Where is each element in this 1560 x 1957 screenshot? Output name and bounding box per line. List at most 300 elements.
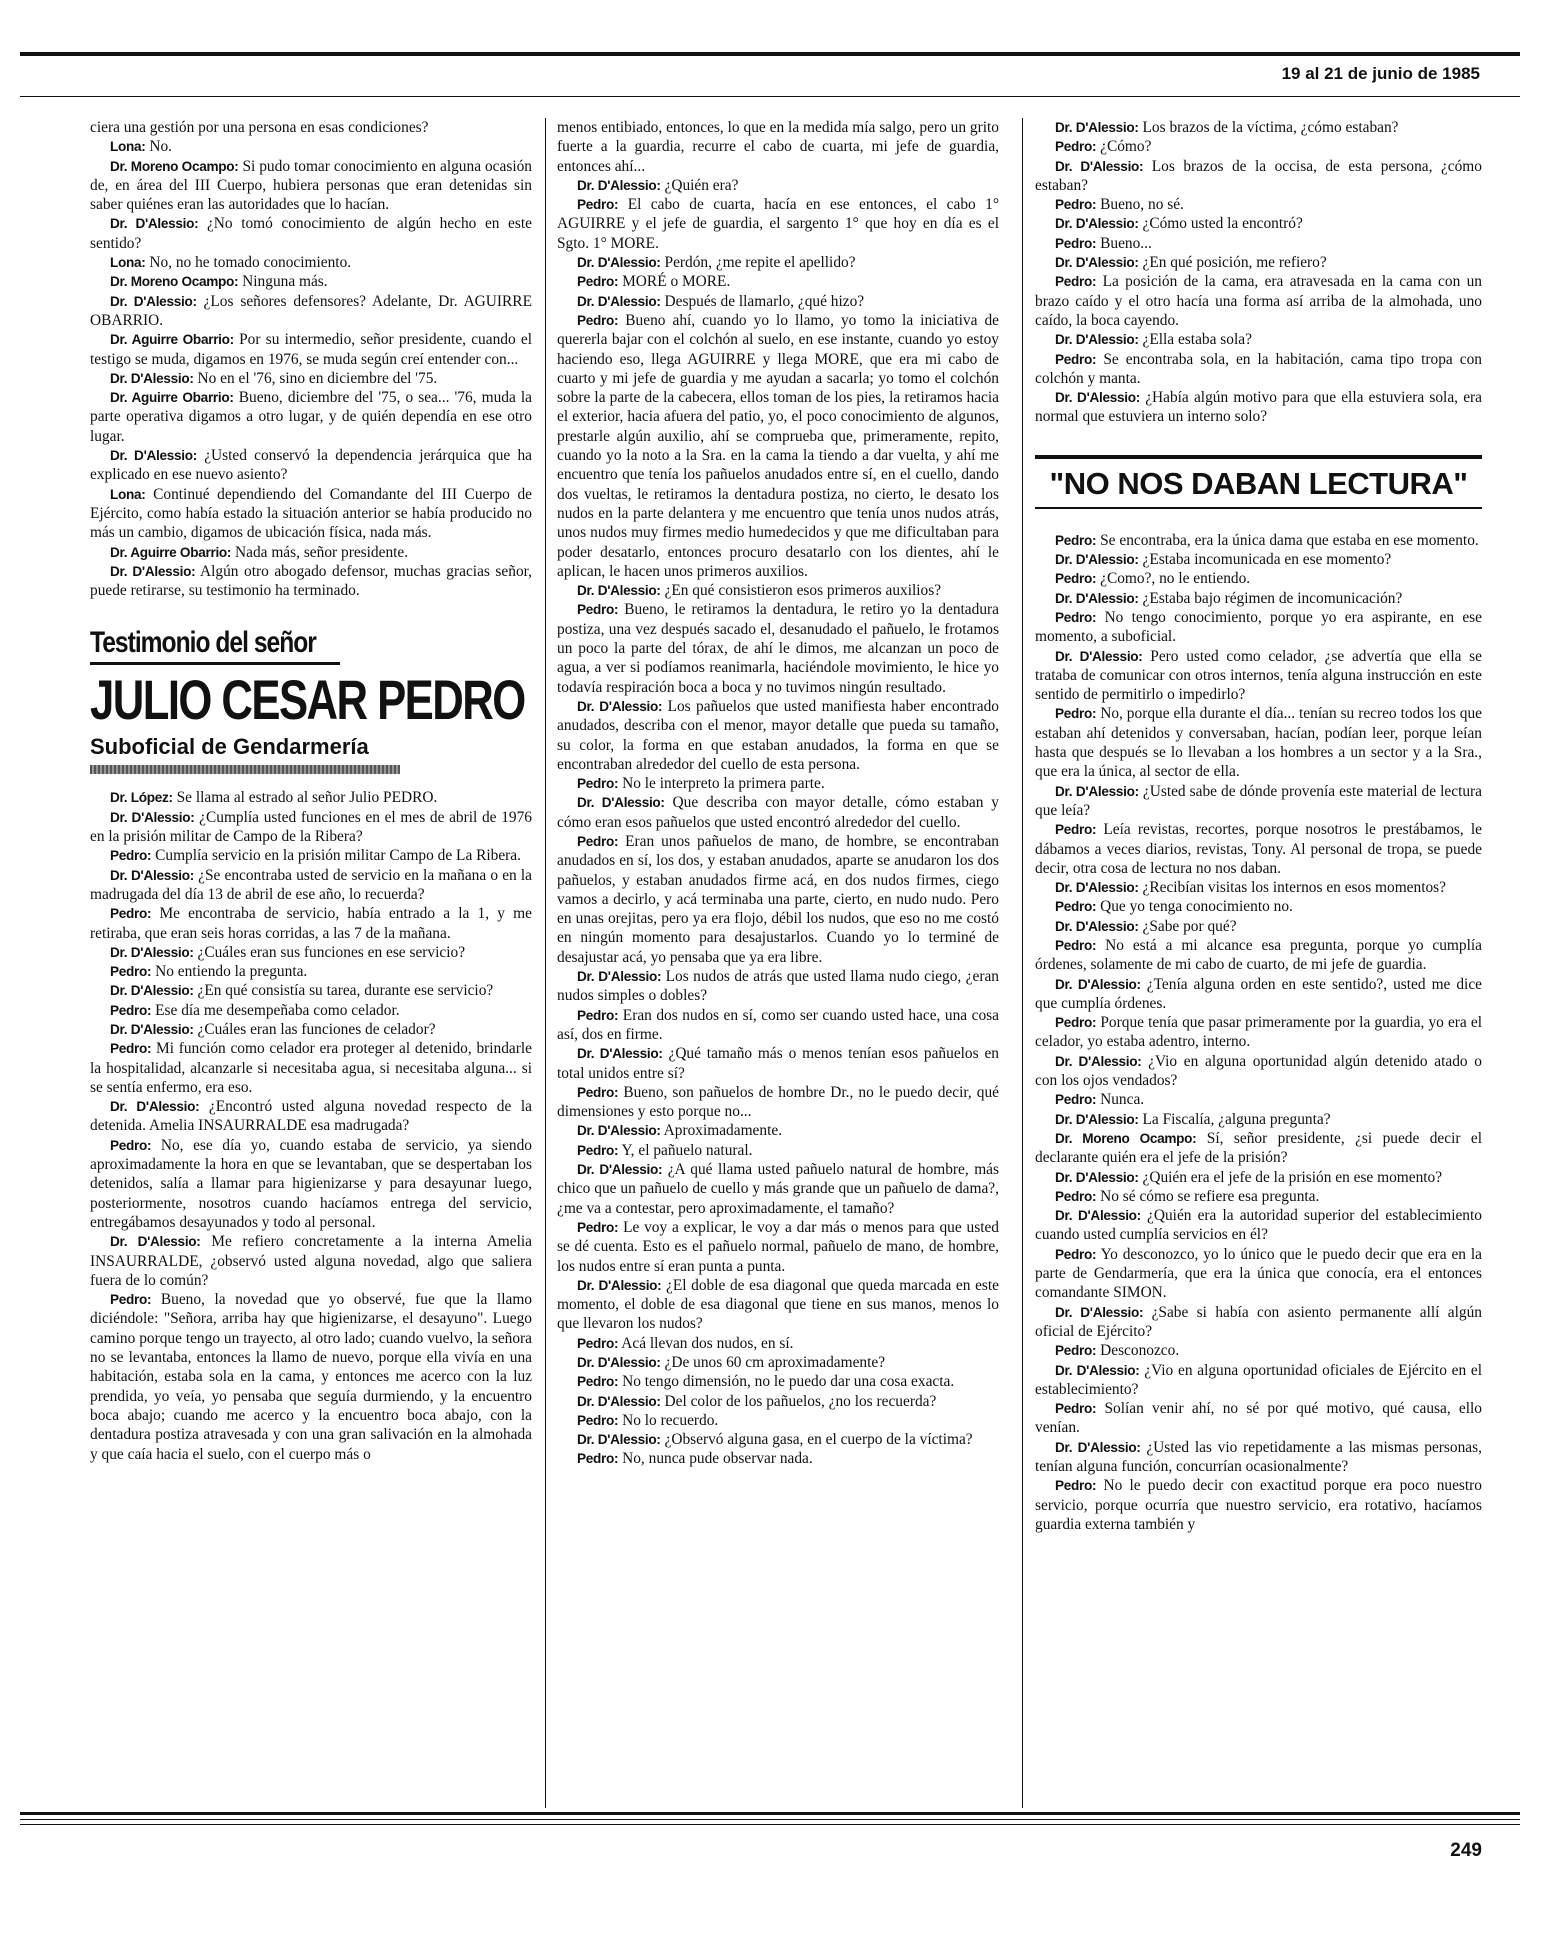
turn-text: ¿En qué posición, me refiero? (1142, 254, 1327, 272)
speaker-label: Dr. D'Alessio: (577, 293, 661, 309)
transcript-turn (1035, 330, 1482, 349)
turn-text: Continué dependiendo del Comandante del III Cuerpo de Ejército, como había estado la situación anterior se había producido no más un cambio, digamos de ubicación física, nada más. (90, 485, 532, 542)
turn-text: Los nudos de atrás que usted llama nudo ciego, ¿eran nudos simples o dobles? (557, 968, 999, 1005)
turn-text: No entiendo la pregunta. (155, 963, 308, 981)
transcript-turn (1035, 704, 1482, 781)
speaker-label: Dr. D'Alessio: (1055, 976, 1141, 992)
transcript-turn (1035, 917, 1482, 936)
speaker-label: Pedro: (577, 1451, 619, 1467)
transcript-turn (557, 1006, 999, 1045)
turn-text: ¿No tomó conocimiento de algún hecho en este sentido? (90, 215, 532, 252)
speaker-label: Dr. D'Alessio: (1055, 332, 1139, 348)
turn-text: ¿Vio en alguna oportunidad algún detenido atado o con los ojos vendados? (1035, 1052, 1482, 1090)
kicker-rule (90, 662, 340, 665)
speaker-label: Pedro: (1055, 609, 1097, 625)
turn-text: Leía revistas, recortes, porque nosotros le prestábamos, le dábamos a veces diarios, revistas, Tony. Al personal de tropa, se puede decir, otra cosa de lectura no nos daban. (1035, 821, 1482, 877)
transcript-turn (557, 1121, 999, 1140)
transcript-turn (90, 543, 532, 562)
transcript-turn (1035, 1361, 1482, 1400)
transcript-turn (90, 1001, 532, 1020)
turn-text: Desconozco. (1100, 1342, 1180, 1360)
turn-text: Mi función como celador era proteger al detenido, brindarle la hospitalidad, alcanzarle si necesitaba agua, si necesitaba alguna... si se sentía enfermo, era eso. (90, 1040, 532, 1096)
speaker-label: Pedro: (1055, 1246, 1097, 1262)
transcript-turn (1035, 897, 1482, 916)
speaker-label: Pedro: (577, 312, 619, 328)
section-heading (1035, 455, 1482, 509)
transcript-turn (90, 846, 532, 865)
speaker-label: Pedro: (1055, 706, 1097, 722)
turn-text: Se encontraba, era la única dama que estaba en ese momento. (1100, 531, 1479, 549)
transcript-turn (90, 943, 532, 962)
speaker-label: Dr. D'Alessio: (1055, 255, 1139, 271)
transcript-turn (1035, 1206, 1482, 1245)
transcript-turn (1035, 1110, 1482, 1129)
role-decorative-bar (90, 765, 400, 774)
top-rule (20, 52, 1520, 56)
turn-text: No, no he tomado conocimiento. (149, 254, 352, 272)
transcript-turn (557, 1411, 999, 1430)
turn-text: ¿Sabe si había con asiento permanente allí algún oficial de Ejército? (1035, 1303, 1482, 1340)
transcript-turn (557, 1449, 999, 1468)
speaker-label: Dr. D'Alessio: (1055, 120, 1139, 135)
transcript-turn (90, 1290, 532, 1464)
transcript-turn (557, 1430, 999, 1449)
footer-rule (20, 1812, 1520, 1815)
transcript-turn (90, 118, 532, 137)
transcript-turn (1035, 1090, 1482, 1109)
turn-text: ¿Recibían visitas los internos en esos momentos? (1142, 879, 1446, 897)
turn-text: Que describa con mayor detalle, cómo estaban y cómo eran esos pañuelos que usted encontró alrededor del cuello. (557, 794, 999, 831)
transcript-turn (557, 697, 999, 774)
speaker-label: Dr. D'Alessio: (1055, 783, 1139, 799)
transcript-turn (90, 1020, 532, 1039)
turn-text: Si pudo tomar conocimiento en alguna ocasión de, en área del III Cuerpo, hubiera personas que eran detenidas sin saber quiénes eran las autoridades que lo hacían. (90, 157, 532, 214)
speaker-label: Pedro: (1055, 197, 1097, 213)
transcript-turn (557, 1276, 999, 1334)
turn-text: MORÉ o MORE. (622, 273, 731, 291)
turn-text: ¿Quién era el jefe de la prisión en ese momento? (1142, 1168, 1443, 1186)
turn-text: Ninguna más. (242, 273, 328, 291)
speaker-label: Dr. D'Alessio: (1055, 1169, 1139, 1185)
transcript-turn (90, 137, 532, 156)
turn-text: ¿Estaba bajo régimen de incomunicación? (1142, 589, 1403, 607)
speaker-label: Dr. D'Alessio: (1055, 1439, 1141, 1455)
transcript-turn (90, 485, 532, 543)
transcript-turn (557, 1392, 999, 1411)
transcript-turn (557, 1160, 999, 1218)
speaker-label: Pedro: (1055, 235, 1097, 251)
speaker-label: Dr. D'Alessio: (1055, 390, 1140, 406)
turn-text: Del color de los pañuelos, ¿no los recuerda? (664, 1392, 937, 1410)
speaker-label: Dr. D'Alessio: (577, 1355, 661, 1370)
transcript-turn (1035, 1476, 1482, 1534)
turn-text: Por su intermedio, señor presidente, cuando el testigo se muda, digamos en 1976, se muda según creí entender con... (90, 331, 532, 368)
turn-text: No. (149, 138, 173, 156)
speaker-label: Pedro: (1055, 532, 1097, 548)
speaker-label: Pedro: (110, 1292, 152, 1308)
turn-text: Bueno, le retiramos la dentadura, le retiro yo la dentadura postiza, una vez después sacado el, desanudado el pañuelo, le frotamos un poco la parte del tórax, de ahí le dimos, me alcanzan un poco de agua, a ver si podíamos reanimarla, haciéndole movimiento, le hice yo todavía respiración boca a boca y no tuvimos ningún resultado. (557, 601, 999, 696)
turn-text: ¿Vio en alguna oportunidad oficiales de Ejército en el establecimiento? (1035, 1361, 1482, 1398)
turn-text: Solían venir ahí, no sé por qué motivo, qué causa, ello venían. (1035, 1400, 1482, 1437)
speaker-label: Dr. D'Alessio: (110, 448, 197, 464)
speaker-label: Pedro: (1055, 1188, 1097, 1204)
transcript-turn (90, 214, 532, 253)
transcript-turn (1035, 936, 1482, 975)
transcript-turn (1035, 118, 1482, 137)
transcript-turn (90, 388, 532, 446)
witness-name: JULIO CESAR PEDRO (90, 668, 525, 732)
turn-text: ¿Cómo? (1100, 138, 1152, 156)
speaker-label: Dr. Moreno Ocampo: (1055, 1130, 1197, 1146)
section-heading-text: "NO NOS DABAN LECTURA" (1049, 465, 1468, 501)
turn-text: ¿Se encontraba usted de servicio en la mañana o en la madrugada del día 13 de abril de ese año, lo recuerda? (90, 866, 532, 903)
speaker-label: Dr. Aguirre Obarrio: (110, 390, 234, 406)
speaker-label: Pedro: (1055, 1343, 1097, 1359)
transcript-turn (1035, 1341, 1482, 1360)
transcript-turn (1035, 1399, 1482, 1438)
column-2 (557, 118, 999, 1818)
speaker-label: Pedro: (1055, 822, 1097, 838)
testimony-heading (90, 626, 532, 774)
speaker-label: Dr. D'Alessio: (1055, 590, 1139, 606)
transcript-turn (90, 562, 532, 601)
turn-text: ¿Había algún motivo para que ella estuviera sola, era normal que estuviera un interno solo? (1035, 389, 1482, 426)
speaker-label: Dr. López: (110, 790, 173, 806)
speaker-label: Dr. D'Alessio: (110, 563, 196, 579)
turn-text: Bueno, la novedad que yo observé, fue que la llamo diciéndole: "Señora, arriba hay que higienizarse, el desayuno". Luego camino porque tengo un trayecto, al otro lado; cuando vuelvo, la señora no se levantaba, entonces la llamo de nuevo, porque ella vivía en una habitación, estaba sola en la cama, y entonces me acerco con la luz prendida, yo veía, yo pensaba que seguía durmiendo, y la encuentro boca abajo; cuando me acerco y la encuentro boca abajo, con la dentadura postiza atravesada y con una gran salivación en la almohada y que caía hacia el suelo, con el cuerpo más o (90, 1291, 532, 1463)
speaker-label: Dr. D'Alessio: (110, 216, 199, 232)
speaker-label: Pedro: (577, 197, 619, 213)
transcript-turn (557, 311, 999, 581)
speaker-label: Pedro: (110, 906, 152, 922)
speaker-label: Dr. D'Alessio: (1055, 216, 1139, 232)
transcript-turn (90, 446, 532, 485)
speaker-label: Dr. D'Alessio: (1055, 1208, 1141, 1224)
transcript-turn (1035, 878, 1482, 897)
speaker-label: Dr. D'Alessio: (577, 1046, 663, 1062)
column-1 (90, 118, 532, 1818)
transcript-turn (1035, 608, 1482, 647)
turn-text: No está a mi alcance esa pregunta, porque yo cumplía órdenes, solamente de mi cabo de cuarto, de mi jefe de guardia. (1035, 936, 1482, 974)
transcript-turn (557, 1141, 999, 1160)
transcript-turn (1035, 1013, 1482, 1052)
turn-text: No en el '76, sino en diciembre del '75. (197, 369, 438, 387)
speaker-label: Lona: (110, 139, 146, 155)
transcript-block (1035, 531, 1482, 1534)
turn-text: ¿Sabe por qué? (1142, 917, 1237, 935)
transcript-turn (90, 272, 532, 291)
transcript-turn (90, 866, 532, 905)
turn-text: No, nunca pude observar nada. (622, 1450, 813, 1468)
transcript-turn (557, 292, 999, 311)
transcript-turn (90, 904, 532, 943)
turn-text: ¿Los señores defensores? Adelante, Dr. AGUIRRE OBARRIO. (90, 292, 532, 329)
witness-role: Suboficial de Gendarmería (90, 734, 369, 760)
transcript-turn (1035, 1168, 1482, 1187)
speaker-label: Dr. D'Alessio: (110, 1021, 194, 1037)
turn-text: ¿En qué consistía su tarea, durante ese servicio? (197, 982, 494, 1000)
transcript-turn (1035, 569, 1482, 588)
turn-text: La posición de la cama, era atravesada en la cama con un brazo caído y el otro hacía una forma así arriba de la almohada, uno caído, la boca cayendo. (1035, 273, 1482, 329)
speaker-label: Dr. Moreno Ocampo: (110, 274, 239, 290)
turn-text: Bueno, no sé. (1100, 196, 1184, 214)
header-date: 19 al 21 de junio de 1985 (1281, 64, 1480, 83)
speaker-label: Dr. D'Alessio: (110, 944, 194, 960)
turn-text: ciera una gestión por una persona en esas condiciones? (90, 119, 429, 136)
transcript-turn (1035, 647, 1482, 705)
speaker-label: Pedro: (577, 602, 619, 618)
turn-text: ¿Ella estaba sola? (1142, 331, 1252, 349)
transcript-turn (557, 774, 999, 793)
turn-text: Que yo tenga conocimiento no. (1100, 898, 1293, 916)
transcript-turn (1035, 782, 1482, 821)
footer-rule (20, 1819, 1520, 1820)
transcript-turn (1035, 1129, 1482, 1168)
turn-text: No le puedo decir con exactitud porque era poco nuestro servicio, porque ocurría que nuestro servicio, era rotativo, hacíamos guardia externa también y (1035, 1477, 1482, 1533)
turn-text: Me encontraba de servicio, había entrado a la 1, y me retiraba, que eran seis horas corridas, a las 7 de la mañana. (90, 905, 532, 942)
turn-text: Bueno... (1100, 234, 1152, 252)
transcript-turn (90, 808, 532, 847)
turn-text: menos entibiado, entonces, lo que en la medida mía salgo, pero un grito fuerte a la guardia, recurre el cabo de cuarta, mi jefe de guardia, entonces ahí... (557, 119, 999, 175)
turn-text: ¿Estaba incomunicada en ese momento? (1142, 551, 1392, 569)
transcript-turn (557, 832, 999, 967)
transcript-turn (90, 788, 532, 807)
turn-text: ¿Usted las vio repetidamente a las mismas personas, tenían alguna función, concurrían ocasionalmente? (1035, 1438, 1482, 1475)
transcript-turn (1035, 214, 1482, 233)
speaker-label: Pedro: (577, 1412, 619, 1428)
transcript-turn (1035, 137, 1482, 156)
speaker-label: Dr. D'Alessio: (577, 1277, 662, 1293)
transcript-turn (557, 1083, 999, 1122)
turn-text: ¿En qué consistieron esos primeros auxilios? (664, 582, 942, 600)
transcript-turn (1035, 253, 1482, 272)
transcript-turn (1035, 975, 1482, 1014)
turn-text: Perdón, ¿me repite el apellido? (664, 254, 856, 272)
transcript-turn (90, 253, 532, 272)
speaker-label: Dr. Moreno Ocampo: (110, 158, 239, 174)
speaker-label: Pedro: (110, 964, 152, 980)
turn-text: ¿Quién era? (664, 176, 739, 194)
transcript-turn (90, 1097, 532, 1136)
turn-text: Bueno, diciembre del '75, o sea... '76, muda la parte operativa digamos a otro lugar, y de quién dependía en ese otro lugar. (90, 389, 532, 445)
speaker-label: Pedro: (1055, 571, 1097, 587)
turn-text: Acá llevan dos nudos, en sí. (621, 1334, 794, 1352)
header-underline (20, 96, 1520, 97)
transcript-turn (90, 330, 532, 369)
speaker-label: Pedro: (577, 776, 619, 792)
turn-text: ¿Cuáles eran las funciones de celador? (197, 1020, 436, 1038)
turn-text: Se encontraba sola, en la habitación, cama tipo tropa con colchón y manta. (1035, 350, 1482, 387)
turn-text: ¿Tenía alguna orden en este sentido?, usted me dice que cumplía órdenes. (1035, 975, 1482, 1012)
speaker-label: Dr. D'Alessio: (577, 969, 662, 985)
speaker-label: Pedro: (577, 1142, 619, 1158)
turn-text: Eran dos nudos en sí, como ser cuando usted hace, una cosa así, dos en firme. (557, 1006, 999, 1043)
turn-text: ¿Encontró usted alguna novedad respecto de la detenida. Amelia INSAURRALDE esa madrugada? (90, 1098, 532, 1135)
turn-text: Bueno ahí, cuando yo lo llamo, yo tomo la iniciativa de quererla bajar con el colchón al suelo, en ese instante, cuando yo estoy haciendo eso, llega AGUIRRE y llega MORE, que era mi cabo de cuarto y mi jefe de guardia y me ayudan a sacarla; yo tomo el colchón sobre la parte de la cabecera, ellos toman de los pies, la retiramos hacia el exterior, hacia afuera del patio, yo, el poco conocimiento de algunos, prestarle algún auxilio, ahí se comprueba que, primeramente, repito, cuando yo la noto a la Sra. en la cama la tiendo a dar vuelta, y ahí me encuentro que tenía los pañuelos anudados entre sí, en el cuello, dando dos vueltas, le retiramos la dentadura postiza, no cierto, le desato los nudos en la parte delantera y me encuentro que tenía unos nudos atrás, unos nudos muy firmes medio humedecidos y que me dificultaban para poder desatarlo, entonces procuro desatarlo con los dientes, ahí le aplican, le hacen unos primeros auxilios. (557, 311, 999, 580)
speaker-label: Pedro: (1055, 899, 1097, 915)
speaker-label: Dr. D'Alessio: (577, 1432, 661, 1448)
transcript-turn (1035, 550, 1482, 569)
speaker-label: Dr. D'Alessio: (577, 1162, 663, 1178)
turn-text: Pero usted como celador, ¿se advertía que ella se trataba de comunicar con otros internos, tenía alguna instrucción en este sentido de permitirlo o impedirlo? (1035, 647, 1482, 704)
turn-text: ¿Cuáles eran sus funciones en ese servicio? (197, 943, 466, 961)
speaker-label: Pedro: (1055, 937, 1097, 953)
speaker-label: Pedro: (577, 1374, 619, 1390)
column-3 (1035, 118, 1482, 1818)
transcript-turn (557, 176, 999, 195)
transcript-turn (1035, 1303, 1482, 1342)
speaker-label: Dr. D'Alessio: (1055, 1111, 1139, 1127)
turn-text: ¿Como?, no le entiendo. (1100, 570, 1251, 588)
turn-text: ¿Usted conservó la dependencia jerárquica que ha explicado en ese nuevo asiento? (90, 447, 532, 484)
turn-text: ¿A qué llama usted pañuelo natural de hombre, más chico que un pañuelo de cuello y más grande que un pañuelo de dama?, ¿me va a contestar, pero aproximadamente, el tamaño? (557, 1161, 999, 1217)
transcript-turn (90, 292, 532, 331)
speaker-label: Dr. D'Alessio: (110, 1099, 200, 1115)
speaker-label: Pedro: (110, 1002, 152, 1018)
footer-rule (20, 1824, 1520, 1825)
speaker-label: Pedro: (1055, 1092, 1097, 1108)
speaker-label: Dr. D'Alessio: (577, 795, 665, 811)
transcript-turn (1035, 1438, 1482, 1477)
speaker-label: Dr. D'Alessio: (577, 1393, 661, 1409)
transcript-turn (557, 793, 999, 832)
transcript-turn (557, 967, 999, 1006)
page-number: 249 (1450, 1840, 1482, 1861)
speaker-label: Dr. D'Alessio: (1055, 158, 1144, 174)
turn-text: Porque tenía que pasar primeramente por la guardia, yo era el celador, yo estaba adentro, interno. (1035, 1014, 1482, 1051)
turn-text: Nunca. (1100, 1091, 1145, 1109)
speaker-label: Pedro: (577, 833, 619, 849)
speaker-label: Pedro: (577, 1084, 619, 1100)
turn-text: ¿Cumplía usted funciones en el mes de abril de 1976 en la prisión militar de Campo de la Ribera? (90, 808, 532, 846)
speaker-label: Dr. D'Alessio: (110, 293, 197, 309)
transcript-turn (90, 1039, 532, 1097)
transcript-turn (557, 1353, 999, 1372)
turn-text: ¿Usted sabe de dónde provenía este material de lectura que leía? (1035, 782, 1482, 819)
turn-text: La Fiscalía, ¿alguna pregunta? (1142, 1110, 1331, 1128)
speaker-label: Dr. D'Alessio: (110, 370, 194, 386)
speaker-label: Pedro: (110, 1041, 152, 1057)
transcript-turn (1035, 1245, 1482, 1303)
speaker-label: Dr. D'Alessio: (577, 698, 663, 714)
speaker-label: Lona: (110, 486, 146, 502)
transcript-turn (1035, 388, 1482, 427)
speaker-label: Dr. D'Alessio: (577, 177, 661, 193)
turn-text: Cumplía servicio en la prisión militar Campo de La Ribera. (155, 847, 521, 865)
turn-text: Eran unos pañuelos de mano, de hombre, se encontraban anudados en sí, los dos, y estaban anudados, aparte se anudaron los dos pañuelos, y estaban anudados firme acá, en dos nudos firmes, ciego vamos a decirlo, y acá terminaba una parte, cierto, en nudo nudo. Pero en unas orejitas, pero ya era flojo, débil los nudos, que eso no me costó en ningún momento para desajustarlos. Cuando yo lo terminé de desajustar acá, yo pensaba que ya era libre. (557, 832, 999, 966)
speaker-label: Dr. D'Alessio: (110, 1234, 201, 1250)
turn-text: No lo recuerdo. (622, 1411, 719, 1429)
speaker-label: Dr. D'Alessio: (1055, 1304, 1144, 1320)
transcript-turn (557, 195, 999, 253)
column-divider (1022, 118, 1023, 1808)
transcript-turn (1035, 272, 1482, 330)
transcript-turn (90, 1232, 532, 1290)
speaker-label: Pedro: (1055, 1478, 1097, 1494)
transcript-turn (1035, 1052, 1482, 1091)
speaker-label: Dr. D'Alessio: (1055, 918, 1139, 934)
turn-text: Aproximadamente. (663, 1122, 783, 1140)
turn-text: Y, el pañuelo natural. (621, 1141, 753, 1159)
speaker-label: Pedro: (1055, 351, 1097, 367)
turn-text: ¿De unos 60 cm aproximadamente? (664, 1354, 886, 1371)
transcript-turn (557, 581, 999, 600)
transcript-turn (1035, 1187, 1482, 1206)
transcript-turn (557, 118, 999, 176)
speaker-label: Pedro: (1055, 1401, 1097, 1417)
transcript-turn (1035, 531, 1482, 550)
transcript-turn (557, 272, 999, 291)
turn-text: ¿El doble de esa diagonal que queda marcada en este momento, el doble de esa diagonal que tiene en sus manos, menos lo que llevaron los nudos? (557, 1276, 999, 1333)
transcript-turn (1035, 157, 1482, 196)
turn-text: ¿Quién era la autoridad superior del establecimiento cuando usted cumplía servicios en él? (1035, 1207, 1482, 1244)
turn-text: No tengo dimensión, no le puedo dar una cosa exacta. (622, 1373, 955, 1391)
transcript-turn (90, 1136, 532, 1232)
turn-text: Ese día me desempeñaba como celador. (155, 1001, 400, 1019)
transcript-block (90, 118, 532, 600)
turn-text: Algún otro abogado defensor, muchas gracias señor, puede retirarse, su testimonio ha terminado. (90, 562, 532, 600)
turn-text: Yo desconozco, yo lo único que le puedo decir que era en la parte de Gendarmería, que era la única que conocía, era el entonces comandante SIMON. (1035, 1245, 1482, 1302)
transcript-turn (1035, 589, 1482, 608)
transcript-turn (90, 157, 532, 215)
speaker-label: Pedro: (110, 1137, 152, 1153)
speaker-label: Dr. D'Alessio: (110, 983, 194, 999)
speaker-label: Pedro: (577, 274, 619, 290)
transcript-turn (90, 981, 532, 1000)
transcript-turn (557, 1334, 999, 1353)
transcript-turn (557, 1044, 999, 1083)
speaker-label: Pedro: (577, 1007, 619, 1023)
turn-text: ¿Observó alguna gasa, en el cuerpo de la víctima? (664, 1431, 973, 1449)
transcript-turn (90, 962, 532, 981)
testimony-kicker: Testimonio del señor (90, 626, 316, 660)
turn-text: No tengo conocimiento, porque yo era aspirante, en ese momento, a suboficial. (1035, 608, 1482, 646)
transcript-block (557, 118, 999, 1469)
speaker-label: Pedro: (1055, 139, 1097, 155)
transcript-turn (90, 369, 532, 388)
turn-text: El cabo de cuarta, hacía en ese entonces, el cabo 1° AGUIRRE y el jefe de guardia, el sargento 1° que hoy en día es el Sgto. 1° MORE. (557, 196, 999, 252)
turn-text: Sí, señor presidente, ¿si puede decir el declarante quién era el jefe de la prisión? (1035, 1129, 1482, 1167)
turn-text: Los brazos de la occisa, de esta persona, ¿cómo estaban? (1035, 157, 1482, 194)
speaker-label: Pedro: (577, 1335, 619, 1351)
transcript-turn (1035, 350, 1482, 389)
turn-text: No le interpreto la primera parte. (622, 775, 825, 793)
turn-text: Nada más, señor presidente. (235, 543, 409, 561)
turn-text: No, ese día yo, cuando estaba de servicio, ya siendo aproximadamente la hora en que se levantaban, que se despertaban los detenidos, salía a llamar para higienizarse y para desayunar luego, posteriormente, nosotros cuando hacíamos entrega del servicio, entregábamos desayunados y todo al personal. (90, 1136, 532, 1231)
speaker-label: Dr. Aguirre Obarrio: (110, 544, 232, 560)
transcript-turn (557, 1218, 999, 1276)
speaker-label: Dr. D'Alessio: (577, 1123, 661, 1139)
speaker-label: Dr. D'Alessio: (110, 809, 195, 825)
transcript-turn (557, 1372, 999, 1391)
speaker-label: Pedro: (1055, 1015, 1097, 1031)
speaker-label: Dr. D'Alessio: (1055, 1053, 1142, 1069)
transcript-turn (1035, 195, 1482, 214)
turn-text: Los pañuelos que usted manifiesta haber encontrado anudados, describa con el menor, mayor detalle que pueda su tamaño, su color, la forma en que estaban anudados, la forma en que se encontraban alrededor del cuello de esta persona. (557, 697, 999, 773)
turn-text: Después de llamarlo, ¿qué hizo? (664, 292, 865, 310)
speaker-label: Dr. D'Alessio: (1055, 648, 1143, 664)
speaker-label: Dr. D'Alessio: (577, 583, 661, 599)
transcript-block (90, 788, 532, 1463)
turn-text: Se llama al estrado al señor Julio PEDRO. (176, 789, 438, 807)
speaker-label: Dr. D'Alessio: (1055, 880, 1139, 896)
speaker-label: Dr. D'Alessio: (1055, 1362, 1140, 1378)
speaker-label: Dr. Aguirre Obarrio: (110, 332, 234, 348)
transcript-turn (1035, 820, 1482, 878)
turn-text: ¿Cómo usted la encontró? (1142, 215, 1303, 233)
speaker-label: Pedro: (110, 848, 152, 864)
speaker-label: Lona: (110, 255, 146, 271)
